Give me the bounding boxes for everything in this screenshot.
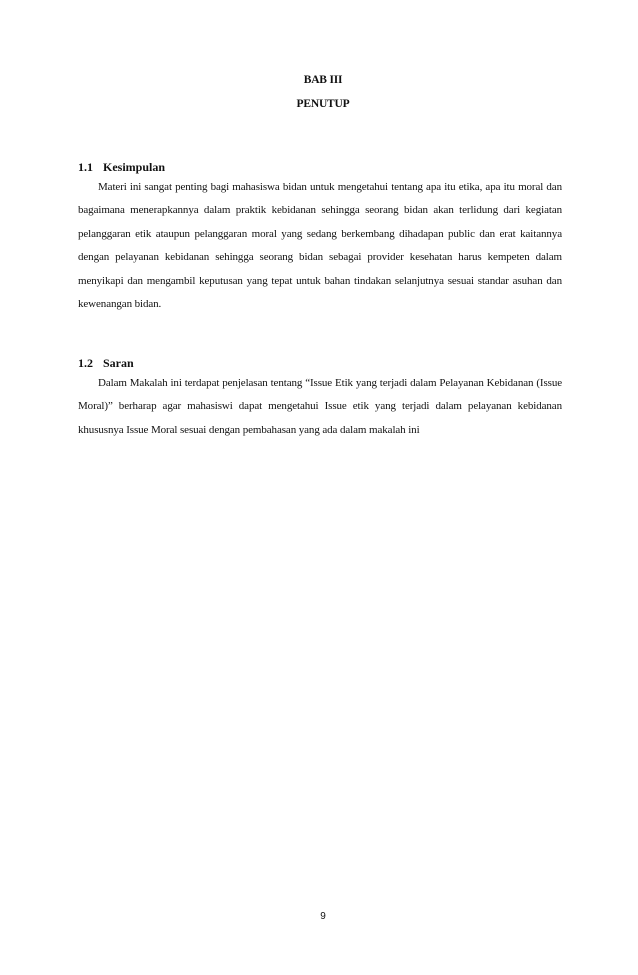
chapter-number: BAB III	[303, 74, 343, 86]
section-title: Saran	[103, 356, 134, 370]
page-number: 9	[320, 911, 326, 922]
chapter-title: PENUTUP	[296, 98, 350, 110]
section-title: Kesimpulan	[103, 160, 166, 174]
section-number: 1.2	[78, 356, 93, 370]
section-heading-saran	[78, 356, 134, 371]
section-paragraph-kesimpulan: Materi ini sangat penting bagi mahasiswa bidan untuk mengetahui tentang apa itu etika, apa itu moral dan bagaimana menerapkannya dalam praktik kebidanan sehingga seorang bidan akan terlidung dari kegiatan pelanggaran etik ataupun pelanggaran moral yang sedang berkembang dihadapan public dan erat kaitannya dengan pelayanan kebidanan sehingga seorang bidan sebagai provider kesehatan harus kempeten dalam menyikapi dan mengambil keputusan yang tepat untuk bahan tindakan selanjutnya sesuai standar asuhan dan kewenangan bidan.	[78, 181, 562, 311]
section-heading-kesimpulan	[78, 160, 165, 175]
section-number: 1.1	[78, 160, 93, 174]
section-paragraph-saran: Dalam Makalah ini terdapat penjelasan tentang “Issue Etik yang terjadi dalam Pelayanan Kebidanan (Issue Moral)” berharap agar mahasiswi dapat mengetahui Issue etik yang terjadi dalam pelayanan kebidanan khususnya Issue Moral sesuai dengan pembahasan yang ada dalam makalah ini	[78, 377, 562, 436]
